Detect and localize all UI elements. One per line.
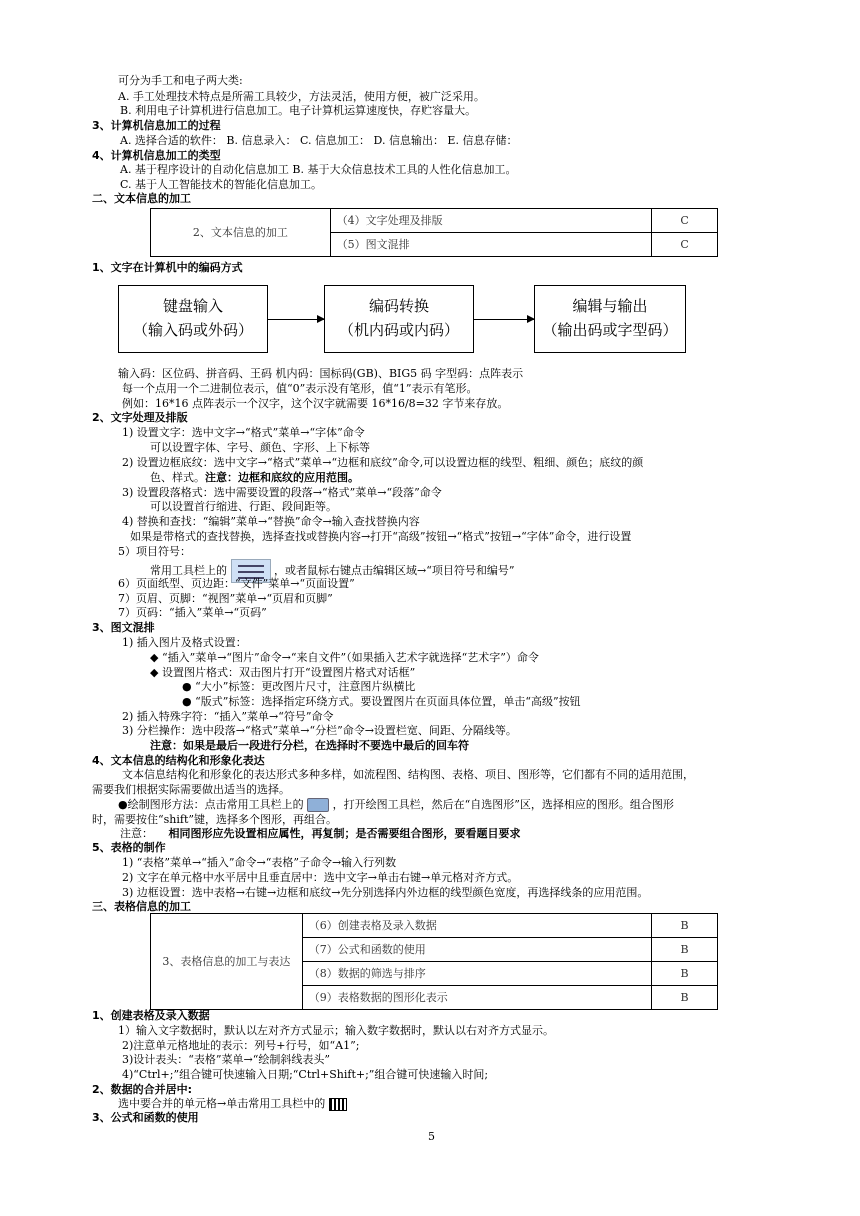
text-line: 6）页面纸型、页边距：“文件”菜单→“页面设置” [118,577,355,590]
flow-box-input [118,285,268,353]
table-item-cell: （4）文字处理及排版 [330,209,651,233]
text-line: A. 选择合适的软件： B. 信息录入： C. 信息加工： D. 信息输出： E. 信息存储： [120,134,518,147]
section-heading: 1、文字在计算机中的编码方式 [92,261,243,274]
text-line: 需要我们根据实际需要做出适当的选择。 [92,783,290,796]
flow-box-subtitle: （输入码或外码） [132,321,253,339]
text-line [120,827,521,841]
text-line: 3) 边框设置：选中表格→右键→边框和底纹→先分别选择内外边框的线型颜色宽度，再选择线条的应用范围。 [122,886,649,899]
text-line [118,1097,347,1111]
text-line: 例如：16*16 点阵表示一个汉字，这个汉字就需要 16*16/8=32 字节来存放。 [122,397,509,410]
flow-box-convert [324,285,474,353]
table-level-cell: B [652,986,718,1010]
text-line: A. 基于程序设计的自动化信息加工 B. 基于大众信息技术工具的人性化信息加工。 [120,163,517,176]
merge-center-icon [329,1098,347,1111]
text-line: 可分为手工和电子两大类: [118,74,243,87]
page-number: 5 [428,1130,435,1143]
section-heading: 3、公式和函数的使用 [92,1111,199,1124]
table-category-cell: 2、文本信息的加工 [151,209,331,257]
section-heading: 4、计算机信息加工的类型 [92,149,221,162]
text-line: ◆ 设置图片格式：双击图片打开“设置图片格式对话框” [150,666,416,679]
text-line: 如果是带格式的查找替换，选择查找或替换内容→打开“高级”按钮→“格式”按钮→“字体”命令，进行设置 [130,530,632,543]
flow-box-title: 键盘输入 [162,297,223,315]
text-line: 4)“Ctrl+;”组合键可快速输入日期;“Ctrl+Shift+;”组合键可快速输入时间; [122,1068,489,1081]
text-span: ，打开绘图工具栏，然后在“自选图形”区，选择相应的图形。组合图形 [332,798,674,811]
table-level-cell: B [652,938,718,962]
section-heading: 2、数据的合并居中: [92,1083,193,1096]
table-item-cell: （8）数据的筛选与排序 [302,962,651,986]
flow-arrow [474,319,534,320]
text-span: ，或者鼠标右键点击编辑区域→“项目符号和编号” [274,564,515,577]
table-item-cell: （5）图文混排 [330,233,651,257]
note-emphasis: 注意：如果是最后一段进行分栏，在选择时不要选中最后的回车符 [150,739,469,752]
table-item-cell: （6）创建表格及录入数据 [302,914,651,938]
section-heading: 2、文字处理及排版 [92,411,188,424]
text-line [118,798,674,812]
text-line: 7）页码：“插入”菜单→“页码” [118,606,267,619]
text-line: B. 利用电子计算机进行信息加工。电子计算机运算速度快，存贮容量大。 [120,104,477,117]
section-heading: 二、文本信息的加工 [92,192,191,205]
text-line: 文本信息结构化和形象化的表达形式多种多样，如流程图、结构图、表格、项目、图形等，它们都有不同的适用范围， [122,768,694,781]
flow-arrow [268,319,324,320]
text-line: 3) 分栏操作：选中段落→“格式”菜单→“分栏”命令→设置栏宽、间距、分隔线等。 [122,724,517,737]
curriculum-table-spreadsheet [150,913,718,1010]
flow-box-title: 编码转换 [368,297,429,315]
text-line: 输入码：区位码、拼音码、王码 机内码：国标码(GB)、BIG5 码 字型码：点阵表示 [118,367,524,380]
text-span: 注意： [120,827,153,840]
curriculum-table-text [150,208,718,257]
text-line: 3)设计表头：“表格”菜单→“绘制斜线表头” [122,1053,330,1066]
flow-box-subtitle: （输出码或字型码） [542,321,678,339]
note-emphasis: 相同图形应先设置相应属性，再复制；是否需要组合图形，要看题目要求 [168,827,521,840]
text-span: 选中要合并的单元格→单击常用工具栏中的 [118,1097,326,1110]
section-heading: 3、图文混排 [92,621,155,634]
text-line [150,471,359,485]
flow-box-subtitle: （机内码或内码） [338,321,459,339]
text-line: 时，需要按住“shift”键，选择多个图形，再组合。 [92,813,337,826]
text-line: ● “版式”标签：选择指定环绕方式。要设置图片在页面具体位置，单击“高级”按钮 [182,695,581,708]
table-level-cell: B [652,914,718,938]
text-line: 2) 设置边框底纹：选中文字→“格式”菜单→“边框和底纹”命令,可以设置边框的线型、粗细、颜色；底纹的颜 [122,456,644,469]
note-emphasis: 注意：边框和底纹的应用范围。 [205,471,359,484]
table-item-cell: （7）公式和函数的使用 [302,938,651,962]
text-line: 7）页眉、页脚：“视图”菜单→“页眉和页脚” [118,592,333,605]
text-span: ●绘制图形方法：点击常用工具栏上的 [118,798,304,811]
table-level-cell: B [652,962,718,986]
text-line: 2) 文字在单元格中水平居中且垂直居中：选中文字→单击右键→单元格对齐方式。 [122,871,519,884]
text-line: ● “大小”标签：更改图片尺寸，注意图片纵横比 [182,680,416,693]
section-heading: 4、文本信息的结构化和形象化表达 [92,754,265,767]
section-heading: 5、表格的制作 [92,841,166,854]
table-level-cell: C [652,209,718,233]
section-heading: 1、创建表格及录入数据 [92,1009,210,1022]
section-heading: 三、表格信息的加工 [92,900,191,913]
section-heading: 3、计算机信息加工的过程 [92,119,221,132]
text-line: 1) 设置文字：选中文字→“格式”菜单→“字体”命令 [122,426,365,439]
text-line: 每一个点用一个二进制位表示，值“0”表示没有笔形，值“1”表示有笔形。 [122,382,478,395]
text-line: 5）项目符号： [118,545,191,558]
text-line: 3) 设置段落格式：选中需要设置的段落→“格式”菜单→“段落”命令 [122,486,442,499]
text-line: 2) 插入特殊字符：“插入”菜单→“符号”命令 [122,710,334,723]
text-line: 可以设置字体、字号、颜色、字形、上下标等 [150,441,370,454]
text-line: 4) 替换和查找：“编辑”菜单→“替换”命令→输入查找替换内容 [122,515,420,528]
text-line: 1) “表格”菜单→“插入”命令→“表格”子命令→输入行列数 [122,856,397,869]
table-level-cell: C [652,233,718,257]
text-line: 可以设置首行缩进、行距、段间距等。 [150,500,337,513]
text-line: ◆ “插入”菜单→“图片”命令→“来自文件”（如果插入艺术字就选择“艺术字”）命令 [150,651,539,664]
flow-box-output [534,285,686,353]
text-line: 1）输入文字数据时，默认以左对齐方式显示；输入数字数据时，默认以右对齐方式显示。 [118,1024,554,1037]
text-line: 1) 插入图片及格式设置： [122,636,247,649]
text-line: A. 手工处理技术特点是所需工具较少，方法灵活，使用方便，被广泛采用。 [118,90,485,103]
text-span: 色、样式。 [150,471,205,484]
table-category-cell: 3、表格信息的加工与表达 [151,914,303,1010]
text-line: C. 基于人工智能技术的智能化信息加工。 [120,178,323,191]
flow-box-title: 编辑与输出 [572,297,648,315]
text-span: 常用工具栏上的 [150,564,227,577]
text-line: 2)注意单元格地址的表示：列号+行号，如“A1”; [122,1039,360,1052]
table-item-cell: （9）表格数据的图形化表示 [302,986,651,1010]
drawing-toolbar-icon [307,798,329,812]
